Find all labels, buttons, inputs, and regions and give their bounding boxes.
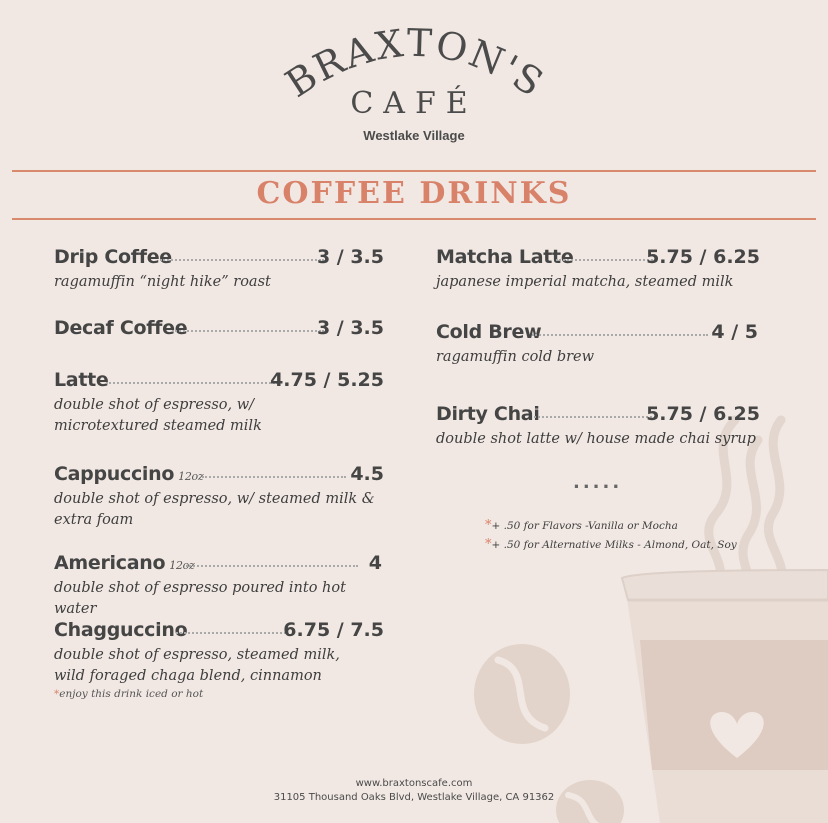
addon-text: + .50 for Flavors -Vanilla or Mocha — [491, 520, 678, 532]
addon-note — [485, 537, 737, 552]
item-name: Cold Brew — [436, 321, 542, 343]
menu-item — [436, 403, 760, 450]
leader-dots — [106, 382, 278, 384]
logo-cafe: CAFÉ — [350, 86, 478, 121]
item-price: 3 / 3.5 — [316, 246, 384, 268]
leader-dots — [556, 259, 656, 261]
item-price: 3 / 3.5 — [316, 317, 384, 339]
item-name: Latte — [54, 369, 109, 391]
coffee-bean-icon — [474, 644, 570, 744]
addon-text: + .50 for Alternative Milks - Almond, Oat, Soy — [491, 539, 737, 551]
item-description: double shot of espresso, steamed milk, wild foraged chaga blend, cinnamon — [54, 647, 340, 684]
item-name: Decaf Coffee — [54, 317, 188, 339]
leader-dots — [176, 632, 286, 634]
menu-item — [54, 619, 384, 700]
asterisk-mark: * — [485, 537, 492, 552]
menu-item — [54, 246, 384, 293]
menu-item — [436, 246, 760, 293]
asterisk-mark: * — [485, 518, 492, 533]
menu-item — [436, 321, 758, 368]
menu-item — [54, 463, 384, 531]
leader-dots — [186, 565, 358, 567]
leader-dots — [160, 259, 324, 261]
addon-note — [485, 518, 678, 533]
item-note-text: enjoy this drink iced or hot — [59, 688, 204, 700]
menu-item — [54, 369, 384, 437]
asterisk-mark: * — [54, 688, 60, 700]
item-name-text: Cappuccino — [54, 463, 175, 485]
item-name: Dirty Chai — [436, 403, 540, 425]
item-size: 12oz — [178, 470, 204, 483]
item-name — [54, 552, 194, 574]
item-price: 4 — [368, 552, 382, 574]
item-price: 5.75 / 6.25 — [646, 246, 760, 268]
item-size: 12oz — [169, 559, 195, 572]
item-price: 5.75 / 6.25 — [646, 403, 760, 425]
menu-item — [54, 552, 384, 620]
item-description: double shot of espresso poured into hot water — [54, 580, 346, 617]
leader-dots — [534, 416, 656, 418]
leader-dots — [532, 334, 708, 336]
item-description: double shot latte w/ house made chai syrup — [436, 431, 756, 447]
item-name — [54, 463, 203, 485]
item-name: Matcha Latte — [436, 246, 574, 268]
item-description: double shot of espresso, w/ steamed milk & extra foam — [54, 491, 375, 528]
item-price: 4 / 5 — [711, 321, 758, 343]
item-price: 4.5 — [350, 463, 384, 485]
menu-item — [54, 317, 384, 343]
divider-top — [12, 170, 816, 172]
item-price: 4.75 / 5.25 — [270, 369, 384, 391]
item-name-text: Americano — [54, 552, 166, 574]
item-note — [54, 688, 384, 700]
item-name: Chagguccino — [54, 619, 188, 641]
footer-address: 31105 Thousand Oaks Blvd, Westlake Village, CA 91362 — [273, 792, 555, 803]
item-description: ragamuffin “night hike” roast — [54, 274, 271, 290]
item-description: double shot of espresso, w/ microtextured steamed milk — [54, 397, 262, 434]
divider-bottom — [12, 218, 816, 220]
leader-dots — [172, 330, 324, 332]
item-name: Drip Coffee — [54, 246, 172, 268]
logo-name: BRAXTON'S — [277, 20, 553, 106]
separator-dots: ..... — [573, 472, 623, 493]
location-label: Westlake Village — [363, 128, 465, 143]
item-price: 6.75 / 7.5 — [283, 619, 384, 641]
item-description: japanese imperial matcha, steamed milk — [436, 274, 734, 290]
section-title: COFFEE DRINKS — [256, 176, 572, 211]
footer-website[interactable]: www.braxtonscafe.com — [355, 778, 473, 789]
item-description: ragamuffin cold brew — [436, 349, 595, 365]
leader-dots — [202, 476, 346, 478]
